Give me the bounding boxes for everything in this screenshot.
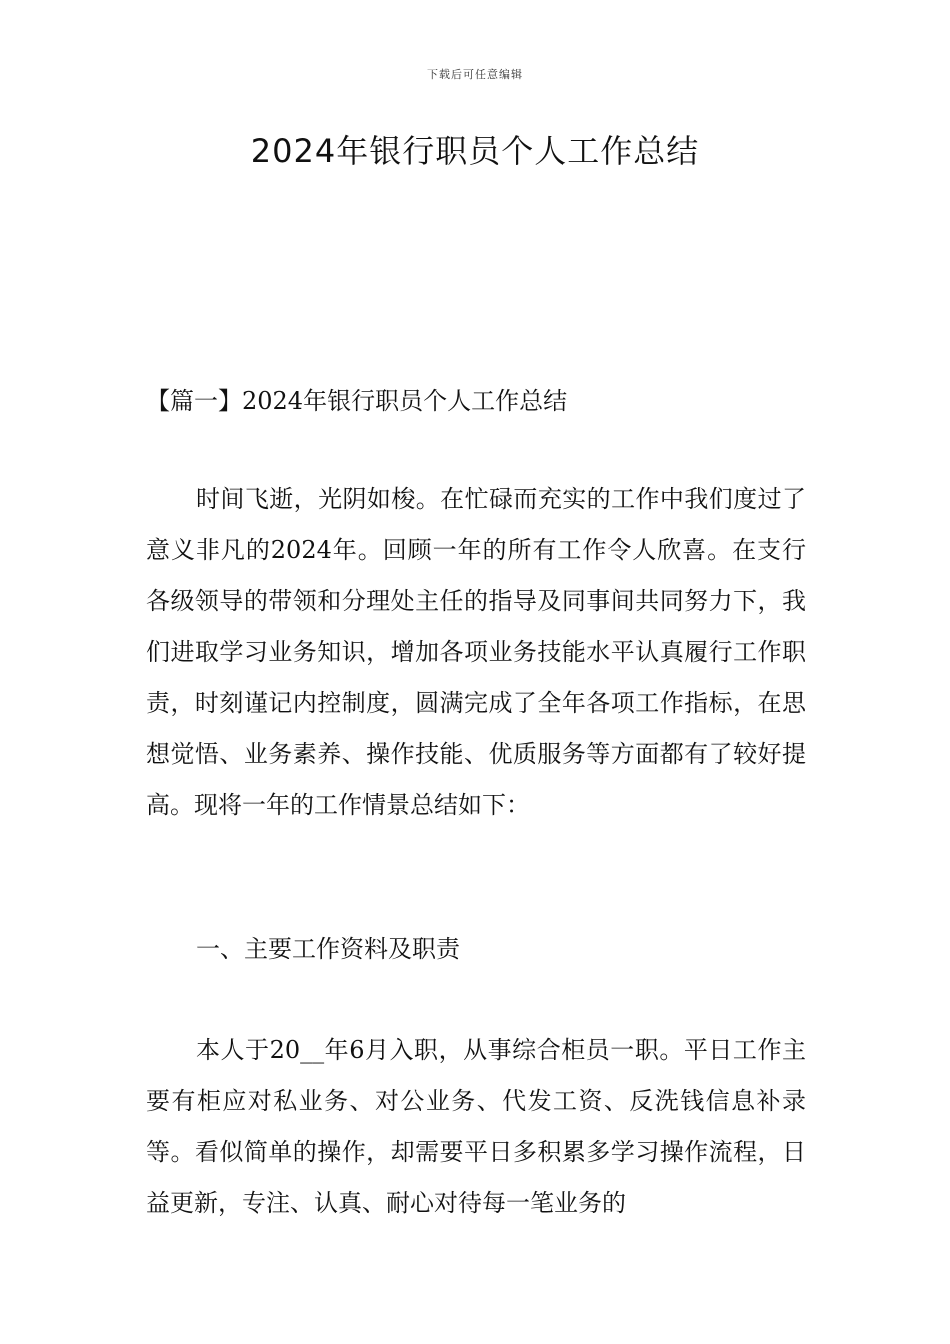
section-heading: 【篇一】2024年银行职员个人工作总结 [146,387,568,415]
subheading-main-duties: 一、主要工作资料及职责 [196,935,460,963]
header-note: 下载后可任意编辑 [427,68,523,81]
body-paragraph: 本人于20__年6月入职，从事综合柜员一职。平日工作主要有柜应对私业务、对公业务、代发工资、反洗钱信息补录等。看似简单的操作，却需要平日多积累多学习操作流程，日益更新，专注、认真、耐心对待每一笔业务的 [146,1036,806,1217]
document-title: 2024年银行职员个人工作总结 [250,132,700,170]
intro-paragraph: 时间飞逝，光阴如梭。在忙碌而充实的工作中我们度过了意义非凡的2024年。回顾一年的所有工作令人欣喜。在支行各级领导的带领和分理处主任的指导及同事间共同努力下，我们进取学习业务知识，增加各项业务技能水平认真履行工作职责，时刻谨记内控制度，圆满完成了全年各项工作指标，在思想觉悟、业务素养、操作技能、优质服务等方面都有了较好提高。现将一年的工作情景总结如下： [146,485,806,819]
